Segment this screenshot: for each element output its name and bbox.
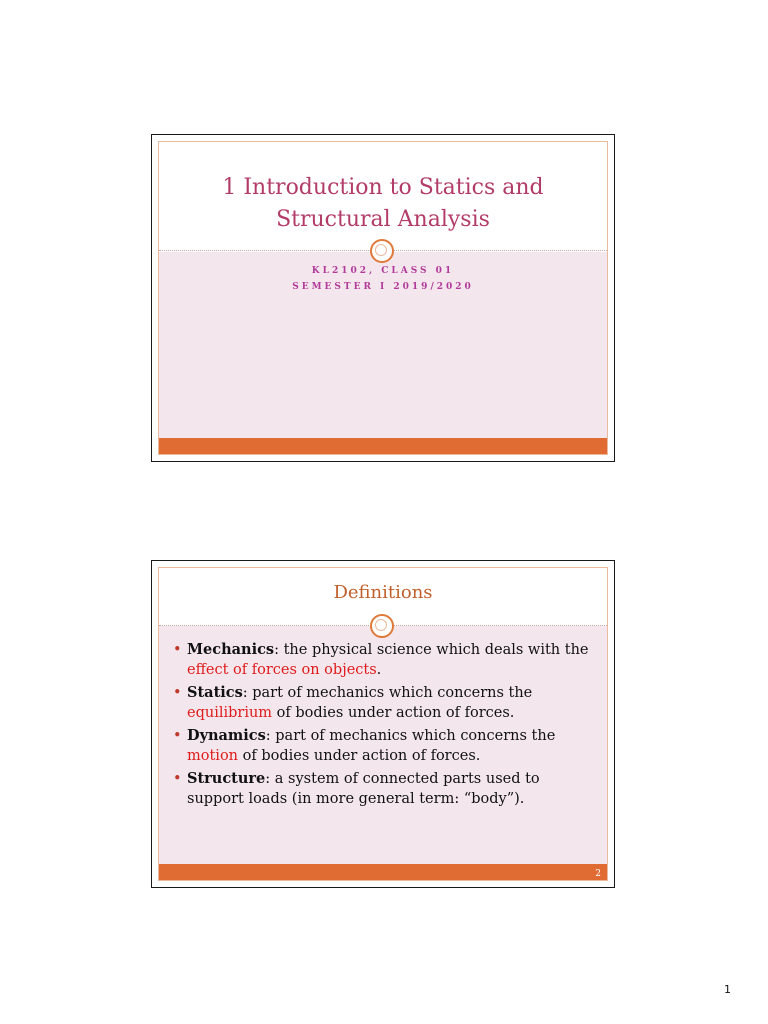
definition-term: Mechanics — [187, 641, 275, 658]
circle-ornament-icon — [370, 614, 394, 638]
definition-text-end: of bodies under action of forces. — [238, 748, 481, 764]
slide-2 — [151, 560, 615, 888]
slide-1-title-line-1: 1 Introduction to Statics and — [222, 175, 544, 200]
list-item — [171, 683, 597, 723]
definition-text: : the physical science which deals with the — [274, 642, 589, 658]
definitions-list — [171, 640, 597, 812]
list-item — [171, 640, 597, 680]
slide-2-frame — [158, 567, 608, 881]
definition-highlight: effect of forces on objects — [187, 662, 377, 678]
slide-1-title — [159, 172, 607, 236]
slide-1 — [151, 134, 615, 462]
slide-1-title-area — [159, 142, 607, 252]
slide-2-footer-bar — [159, 864, 607, 880]
page-number: 1 — [724, 983, 731, 996]
slide-number: 2 — [595, 869, 601, 879]
definition-text: : part of mechanics which concerns the — [242, 685, 533, 701]
slide-1-subtitle-line-2: SEMESTER I 2019/2020 — [292, 282, 474, 292]
definition-text: : part of mechanics which concerns the — [265, 728, 556, 744]
definition-text-end: . — [376, 662, 382, 678]
slide-1-title-line-2: Structural Analysis — [276, 207, 490, 232]
slide-1-footer-bar — [159, 438, 607, 454]
slide-1-subtitle-line-1: KL2102, CLASS 01 — [311, 266, 455, 276]
definition-text: : a system of connected parts used to support loads (in more general term: “body”). — [187, 771, 540, 807]
slide-1-content-area — [159, 252, 607, 438]
definition-term: Dynamics — [187, 727, 266, 744]
definition-highlight: motion — [187, 748, 239, 764]
list-item — [171, 769, 597, 809]
circle-ornament-icon — [370, 239, 394, 263]
definition-term: Structure — [187, 770, 266, 787]
list-item — [171, 726, 597, 766]
definition-highlight: equilibrium — [187, 705, 273, 721]
definition-text-end: of bodies under action of forces. — [272, 705, 515, 721]
slide-1-frame — [158, 141, 608, 455]
slide-2-title: Definitions — [333, 582, 433, 603]
definition-term: Statics — [187, 684, 243, 701]
